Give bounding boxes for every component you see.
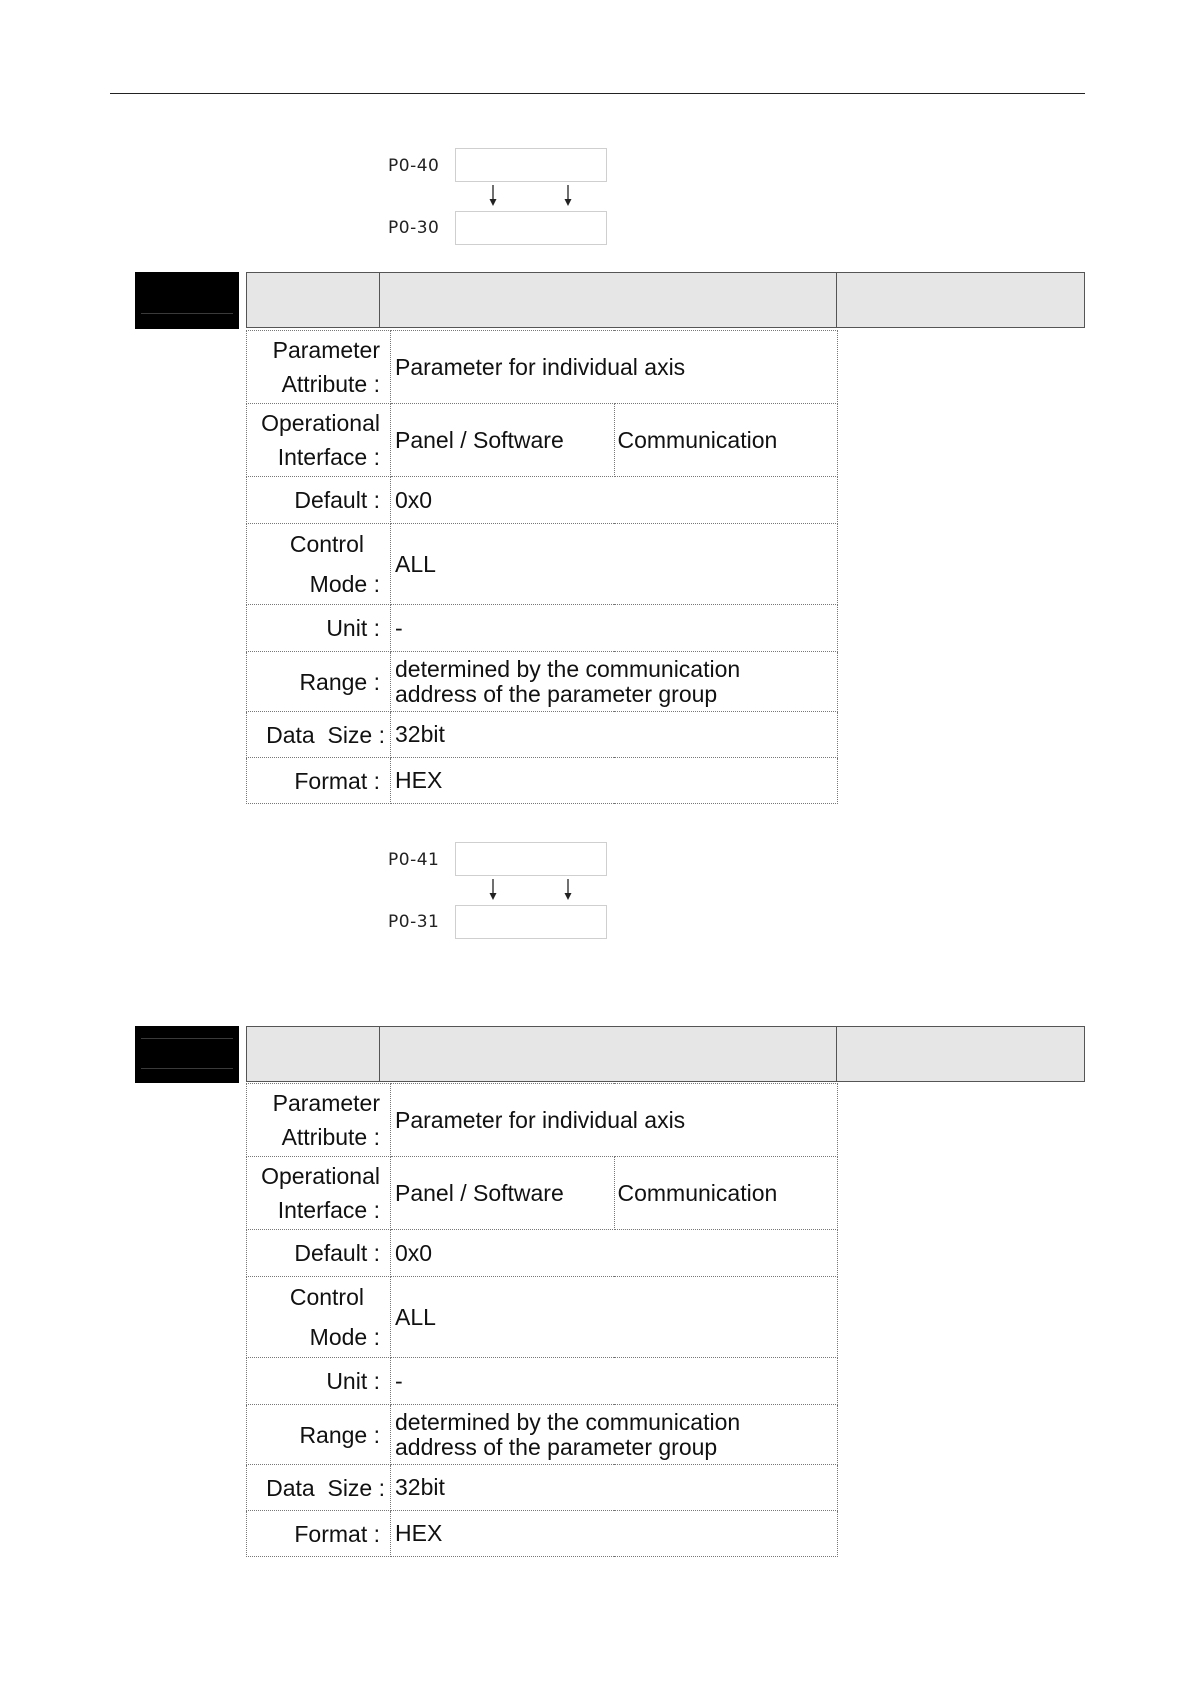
default-value: 0x0 (391, 477, 838, 524)
target-param-label: P0-30 (388, 218, 440, 238)
source-param-box (455, 148, 607, 182)
data-size-value: 32bit (391, 712, 838, 758)
header-address-cell (837, 1026, 1085, 1082)
interface-communication: Communication (614, 404, 838, 477)
format-value: HEX (391, 1511, 838, 1557)
row-data-size: Data Size : 32bit (247, 712, 838, 758)
row-range: Range : determined by the communication address of the parameter group (247, 652, 838, 712)
row-attribute: Parameter Attribute : Parameter for individual axis (247, 331, 838, 404)
header-name-cell (246, 272, 380, 328)
unit-value: - (391, 605, 838, 652)
format-value: HEX (391, 758, 838, 804)
row-default: Default : 0x0 (247, 1230, 838, 1277)
attribute-value: Parameter for individual axis (391, 331, 838, 404)
row-interface: Operational Interface : Panel / Software Communication (247, 1157, 838, 1230)
header-address-cell (837, 272, 1085, 328)
header-rule (110, 93, 1085, 94)
row-unit: Unit : - (247, 1358, 838, 1405)
row-interface: Operational Interface : Panel / Software Communication (247, 404, 838, 477)
arrow-down-icon (488, 879, 498, 901)
parameter-header-row (246, 1026, 1085, 1082)
arrow-down-icon (488, 185, 498, 207)
row-control-mode: Control Mode : ALL (247, 524, 838, 605)
row-unit: Unit : - (247, 605, 838, 652)
target-param-box (455, 211, 607, 245)
control-mode-value: ALL (391, 1277, 838, 1358)
range-value: determined by the communication address of the parameter group (391, 652, 838, 712)
row-format: Format : HEX (247, 758, 838, 804)
row-attribute: Parameter Attribute : Parameter for individual axis (247, 1084, 838, 1157)
target-param-label: P0-31 (388, 912, 440, 932)
parameter-code-tag (135, 272, 239, 329)
row-default: Default : 0x0 (247, 477, 838, 524)
data-size-value: 32bit (391, 1465, 838, 1511)
attribute-value: Parameter for individual axis (391, 1084, 838, 1157)
target-param-box (455, 905, 607, 939)
parameter-code-tag (135, 1026, 239, 1083)
source-param-label: P0-41 (388, 850, 440, 870)
parameter-table (246, 330, 838, 804)
interface-panel: Panel / Software (391, 1157, 615, 1230)
source-param-label: P0-40 (388, 156, 440, 176)
unit-value: - (391, 1358, 838, 1405)
interface-communication: Communication (614, 1157, 838, 1230)
row-control-mode: Control Mode : ALL (247, 1277, 838, 1358)
arrow-down-icon (563, 185, 573, 207)
row-range: Range : determined by the communication address of the parameter group (247, 1405, 838, 1465)
row-data-size: Data Size : 32bit (247, 1465, 838, 1511)
control-mode-value: ALL (391, 524, 838, 605)
interface-panel: Panel / Software (391, 404, 615, 477)
mapping-diagram (385, 842, 615, 952)
row-format: Format : HEX (247, 1511, 838, 1557)
range-value: determined by the communication address of the parameter group (391, 1405, 838, 1465)
source-param-box (455, 842, 607, 876)
parameter-header-row (246, 272, 1085, 328)
default-value: 0x0 (391, 1230, 838, 1277)
header-title-cell (380, 1026, 837, 1082)
header-name-cell (246, 1026, 380, 1082)
header-title-cell (380, 272, 837, 328)
mapping-diagram (385, 148, 615, 258)
parameter-table (246, 1083, 838, 1557)
arrow-down-icon (563, 879, 573, 901)
